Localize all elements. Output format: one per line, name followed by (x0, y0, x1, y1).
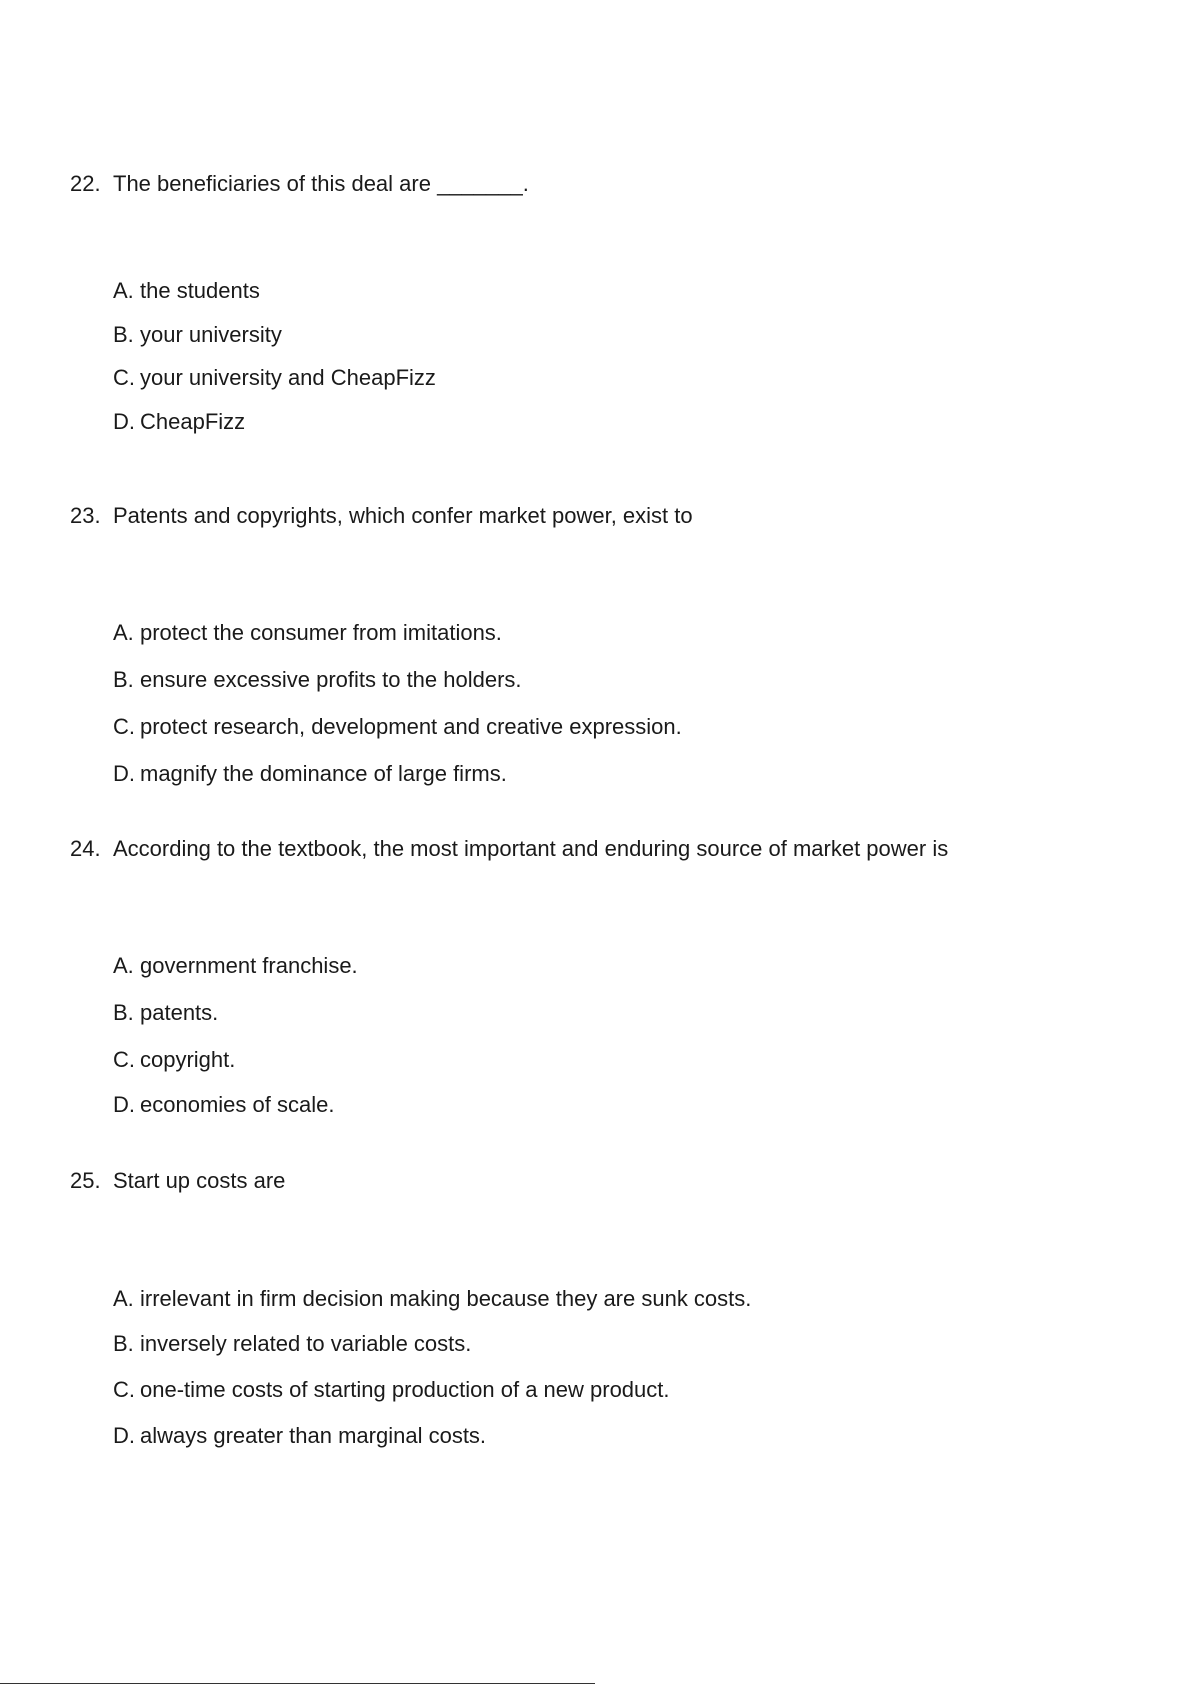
option-d[interactable] (113, 409, 245, 435)
option-letter: D. (113, 409, 135, 434)
question-text: According to the textbook, the most important and enduring source of market power is (113, 836, 949, 861)
option-text: your university (140, 322, 282, 347)
option-letter: D. (113, 761, 135, 786)
option-c[interactable] (113, 1047, 235, 1073)
option-text: the students (140, 278, 260, 303)
option-letter: B. (113, 667, 134, 692)
question-22 (70, 171, 1151, 434)
option-letter: C. (113, 1047, 135, 1072)
option-letter: C. (113, 365, 135, 390)
option-text: government franchise. (140, 953, 358, 978)
option-letter: A. (113, 953, 134, 978)
question-stem (70, 836, 1151, 862)
question-stem (70, 503, 1151, 529)
option-c[interactable] (113, 1377, 670, 1403)
question-text: Start up costs are (113, 1168, 286, 1193)
option-a[interactable] (113, 620, 502, 646)
option-d[interactable] (113, 1092, 334, 1118)
option-letter: D. (113, 1092, 135, 1117)
option-text: patents. (140, 1000, 219, 1025)
option-d[interactable] (113, 1423, 486, 1449)
option-letter: A. (113, 1286, 134, 1311)
option-text: magnify the dominance of large firms. (140, 761, 507, 786)
option-letter: C. (113, 714, 135, 739)
question-text: The beneficiaries of this deal are _______. (113, 171, 529, 196)
option-b[interactable] (113, 667, 522, 693)
question-text: Patents and copyrights, which confer market power, exist to (113, 503, 693, 528)
option-text: your university and CheapFizz (140, 365, 436, 390)
option-letter: B. (113, 322, 134, 347)
option-letter: D. (113, 1423, 135, 1448)
question-number: 22. (70, 171, 101, 196)
option-text: economies of scale. (140, 1092, 335, 1117)
option-text: always greater than marginal costs. (140, 1423, 487, 1448)
question-stem (70, 171, 1151, 197)
option-c[interactable] (113, 714, 682, 740)
question-23 (70, 503, 1151, 786)
option-letter: B. (113, 1331, 134, 1356)
option-text: protect research, development and creative expression. (140, 714, 682, 739)
option-d[interactable] (113, 761, 507, 787)
option-text: copyright. (140, 1047, 236, 1072)
question-number: 25. (70, 1168, 101, 1193)
option-letter: A. (113, 620, 134, 645)
option-b[interactable] (113, 1000, 218, 1026)
footer-divider (0, 1683, 595, 1684)
option-text: inversely related to variable costs. (140, 1331, 472, 1356)
option-letter: B. (113, 1000, 134, 1025)
question-number: 24. (70, 836, 101, 861)
question-number: 23. (70, 503, 101, 528)
option-text: one-time costs of starting production of a new product. (140, 1377, 670, 1402)
option-letter: C. (113, 1377, 135, 1402)
option-a[interactable] (113, 953, 358, 979)
option-letter: A. (113, 278, 134, 303)
option-text: protect the consumer from imitations. (140, 620, 502, 645)
option-text: ensure excessive profits to the holders. (140, 667, 522, 692)
option-text: CheapFizz (140, 409, 246, 434)
option-a[interactable] (113, 278, 260, 304)
question-24 (70, 836, 1151, 1117)
option-b[interactable] (113, 1331, 471, 1357)
option-text: irrelevant in firm decision making because they are sunk costs. (140, 1286, 752, 1311)
question-25 (70, 1168, 1151, 1448)
option-a[interactable] (113, 1286, 751, 1312)
option-c[interactable] (113, 365, 436, 391)
question-stem (70, 1168, 1151, 1194)
option-b[interactable] (113, 322, 282, 348)
